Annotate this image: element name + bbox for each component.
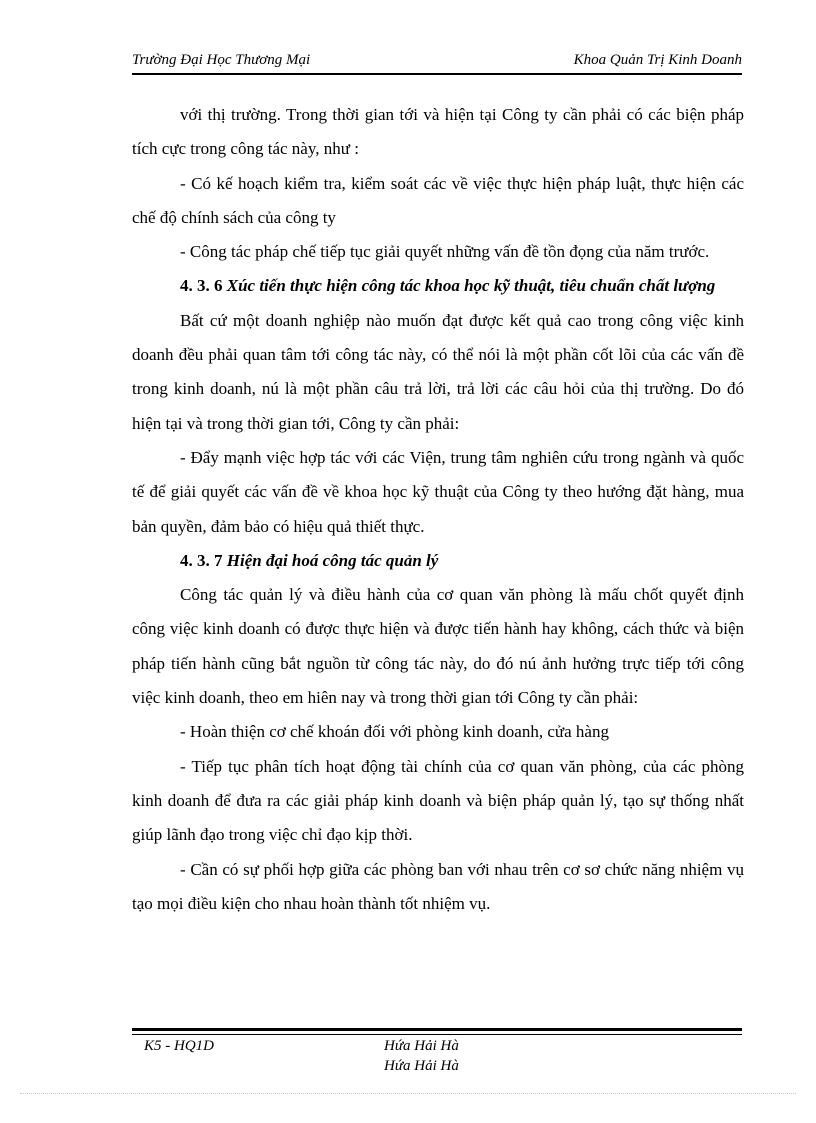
footer-rule-thick <box>132 1028 742 1031</box>
section-heading-4-3-7 <box>132 544 744 578</box>
heading-number: 4. 3. 6 <box>180 276 223 296</box>
author-name-repeat: Hứa Hải Hà <box>384 1058 459 1074</box>
paragraph: - Đẩy mạnh việc hợp tác với các Viện, trung tâm nghiên cứu trong ngành và quốc tế để giải quyết các vấn đề về khoa học kỹ thuật của Công ty theo hướng đặt hàng, mua bản quyền, đảm bảo có hiệu quả thiết thực. <box>132 447 744 536</box>
page-header <box>132 52 742 74</box>
page-bottom-border <box>20 1093 796 1094</box>
paragraph: - Hoàn thiện cơ chế khoán đối với phòng kinh doanh, cửa hàng <box>180 722 609 742</box>
paragraph: Bất cứ một doanh nghiệp nào muốn đạt được kết quả cao trong công việc kinh doanh đều phải quan tâm tới công tác này, có thể nói là một phần cốt lõi của các vấn đề trong kinh doanh, nú là một phần câu trả lời, trả lời các câu hỏi của thị trường. Do đó hiện tại và trong thời gian tới, Công ty cần phải: <box>132 310 744 433</box>
paragraph: với thị trường. Trong thời gian tới và hiện tại Công ty cần phải có các biện pháp tích cực trong công tác này, như : <box>132 105 744 159</box>
author-name: Hứa Hải Hà <box>384 1038 459 1054</box>
paragraph: - Có kế hoạch kiểm tra, kiểm soát các về việc thực hiện pháp luật, thực hiện các chế độ chính sách của công ty <box>132 173 744 227</box>
footer-rule-thin <box>132 1034 742 1035</box>
heading-title: Hiện đại hoá công tác quản lý <box>226 550 439 570</box>
section-heading-4-3-6 <box>132 269 744 303</box>
paragraph: - Tiếp tục phân tích hoạt động tài chính của cơ quan văn phòng, của các phòng kinh doanh để đưa ra các giải pháp kinh doanh và biện pháp quản lý, tạo sự thống nhất giúp lãnh đạo trong việc chỉ đạo kịp thời. <box>132 756 744 845</box>
class-code: K5 - HQ1D <box>144 1038 214 1054</box>
document-body <box>132 98 744 921</box>
paragraph: Công tác quản lý và điều hành của cơ quan văn phòng là mấu chốt quyết định công việc kinh doanh có được thực hiện và được tiến hành hay không, cách thức và biện pháp tiến hành cũng bắt nguồn từ công tác này, do đó nú ảnh hưởng trực tiếp tới công việc kinh doanh, theo em hiên nay và trong thời gian tới Công ty cần phải: <box>132 585 744 708</box>
header-school: Trường Đại Học Thương Mại <box>132 52 311 68</box>
paragraph: - Công tác pháp chế tiếp tục giải quyết những vấn đề tồn đọng của năm trước. <box>180 242 710 262</box>
heading-title: Xúc tiến thực hiện công tác khoa học kỹ thuật, tiêu chuẩn chất lượng <box>226 276 716 296</box>
header-rule <box>132 73 742 75</box>
header-faculty: Khoa Quản Trị Kinh Doanh <box>573 52 742 68</box>
paragraph: - Cần có sự phối hợp giữa các phòng ban với nhau trên cơ sơ chức năng nhiệm vụ tạo mọi điều kiện cho nhau hoàn thành tốt nhiệm vụ. <box>132 859 744 913</box>
heading-number: 4. 3. 7 <box>180 550 223 570</box>
